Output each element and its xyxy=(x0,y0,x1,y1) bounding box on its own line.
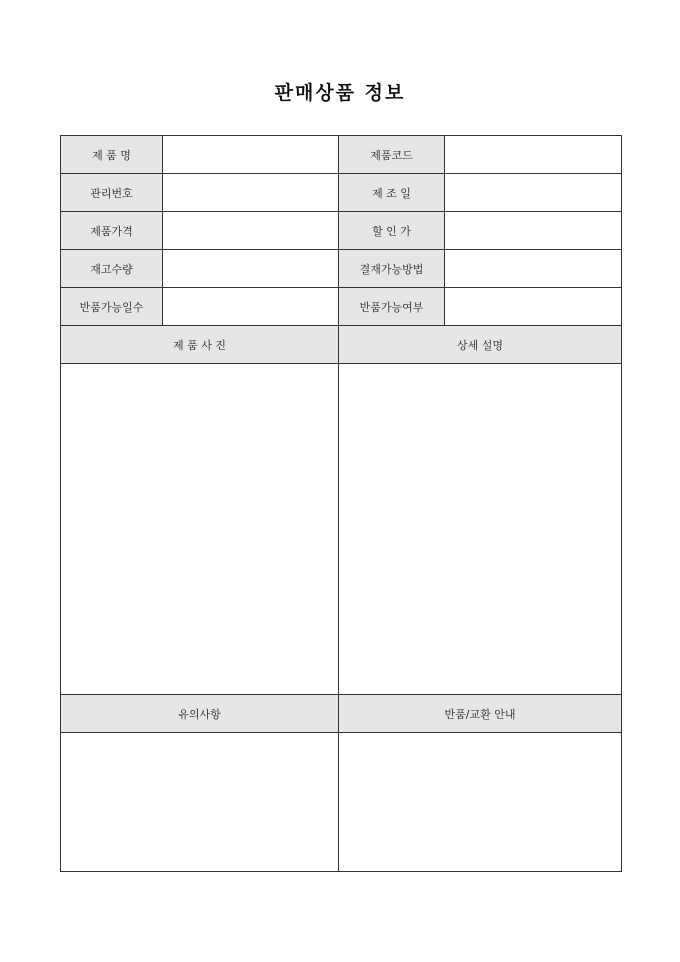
management-number-label: 관리번호 xyxy=(61,174,163,212)
discount-price-label: 할 인 가 xyxy=(339,212,445,250)
form-row-price xyxy=(61,212,622,250)
return-days-field[interactable] xyxy=(163,288,339,326)
return-allowed-field[interactable] xyxy=(445,288,622,326)
payment-methods-field[interactable] xyxy=(445,250,622,288)
stock-quantity-label: 재고수량 xyxy=(61,250,163,288)
form-row-stock xyxy=(61,250,622,288)
manufacture-date-label: 제 조 일 xyxy=(339,174,445,212)
stock-quantity-field[interactable] xyxy=(163,250,339,288)
payment-methods-label: 결재가능방법 xyxy=(339,250,445,288)
product-photo-area[interactable] xyxy=(61,364,339,695)
product-code-field[interactable] xyxy=(445,136,622,174)
section-header-row-1 xyxy=(61,326,622,364)
detail-description-header: 상세 설명 xyxy=(339,326,622,364)
section-body-row-1 xyxy=(61,364,622,695)
product-photo-header: 제 품 사 진 xyxy=(61,326,339,364)
notes-header: 유의사항 xyxy=(61,695,339,733)
product-code-label: 제품코드 xyxy=(339,136,445,174)
product-name-label: 제 품 명 xyxy=(61,136,163,174)
product-price-field[interactable] xyxy=(163,212,339,250)
management-number-field[interactable] xyxy=(163,174,339,212)
return-exchange-area[interactable] xyxy=(339,733,622,872)
form-row-product-name xyxy=(61,136,622,174)
return-days-label: 반품가능일수 xyxy=(61,288,163,326)
product-info-form xyxy=(60,135,622,872)
form-row-return xyxy=(61,288,622,326)
product-price-label: 제품가격 xyxy=(61,212,163,250)
product-name-field[interactable] xyxy=(163,136,339,174)
return-exchange-header: 반품/교환 안내 xyxy=(339,695,622,733)
return-allowed-label: 반품가능여부 xyxy=(339,288,445,326)
section-header-row-2 xyxy=(61,695,622,733)
section-body-row-2 xyxy=(61,733,622,872)
manufacture-date-field[interactable] xyxy=(445,174,622,212)
discount-price-field[interactable] xyxy=(445,212,622,250)
page-title: 판매상품 정보 xyxy=(274,82,406,104)
notes-area[interactable] xyxy=(61,733,339,872)
form-row-management-number xyxy=(61,174,622,212)
detail-description-area[interactable] xyxy=(339,364,622,695)
